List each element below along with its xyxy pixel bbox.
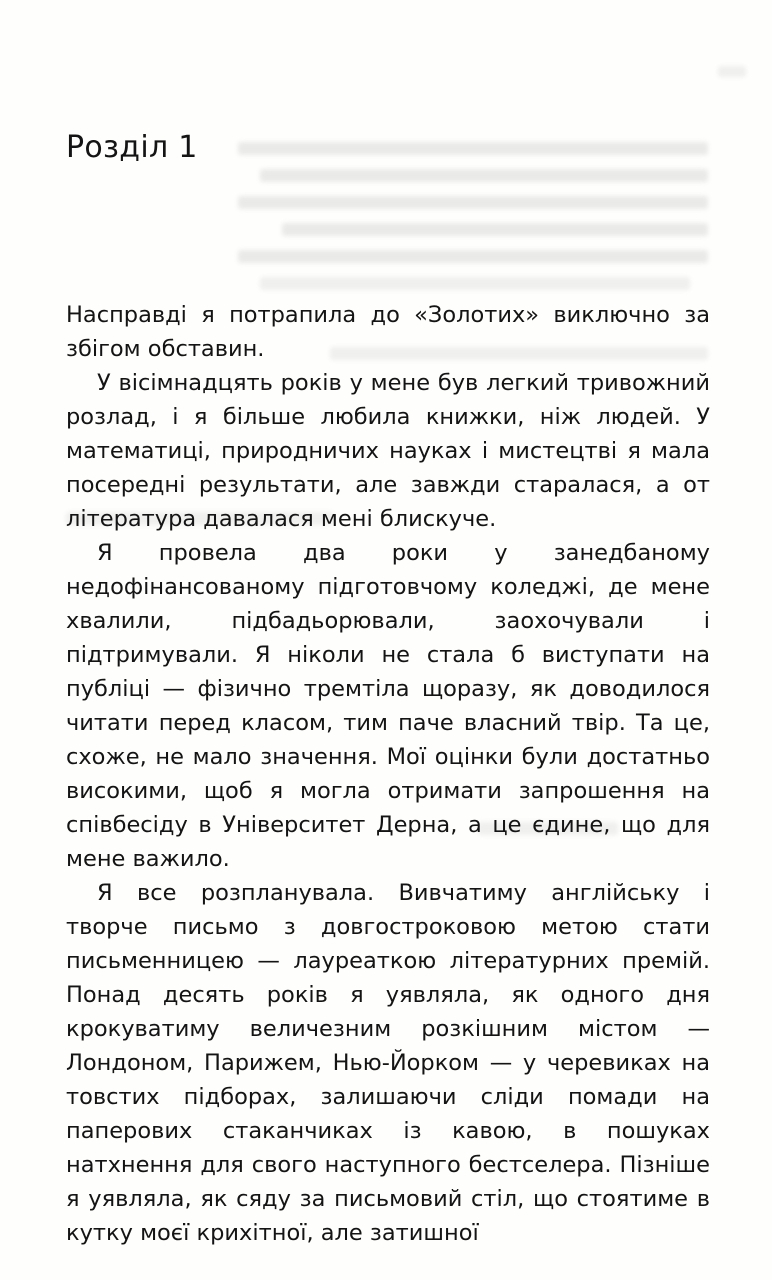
showthrough-line xyxy=(260,169,708,182)
chapter-heading: Розділ 1 xyxy=(66,130,198,165)
paragraph-2: У вісімнадцять років у мене був легкий тривожний розлад, і я більше любила книжки, ніж людей. У математиці, природничих науках і мистецтві я мала посередні результати, але завжди старалася, а от література давалася мені блискуче. xyxy=(66,370,710,532)
chapter-body xyxy=(66,298,710,1250)
showthrough-line xyxy=(260,277,690,290)
paragraph-4: Я все розпланувала. Вивчатиму англійську і творче письмо з довгостроковою метою стати письменницею — лауреаткою літературних премій. Понад десять років я уявляла, як одного дня крокуватиму величезним розкішним містом — Лондоном, Парижем, Нью-Йорком — у черевиках на товстих підборах, залишаючи сліди помади на паперових стаканчиках із кавою, в пошуках натхнення для свого наступного бестселера. Пізніше я уявляла, як сяду за письмовий стіл, що стоятиме в кутку моєї крихітної, але затишної xyxy=(66,880,710,1246)
paragraph-1: Насправді я потрапила до «Золотих» виключно за збігом обставин. xyxy=(66,302,710,362)
showthrough-line xyxy=(282,223,708,236)
showthrough-page-number xyxy=(718,66,746,77)
showthrough-line xyxy=(238,142,708,155)
showthrough-line xyxy=(238,250,708,263)
paragraph-3: Я провела два роки у занедбаному недофінансованому підготовчому коледжі, де мене хвалили, підбадьорювали, заохочували і підтримували. Я ніколи не стала б виступати на публіці — фізично тремтіла щоразу, як доводилося читати перед класом, тим паче власний твір. Та це, схоже, не мало значення. Мої оцінки були достатньо високими, щоб я могла отримати запрошення на співбесіду в Університет Дерна, а це єдине, що для мене важило. xyxy=(66,540,710,872)
showthrough-line xyxy=(238,196,708,209)
